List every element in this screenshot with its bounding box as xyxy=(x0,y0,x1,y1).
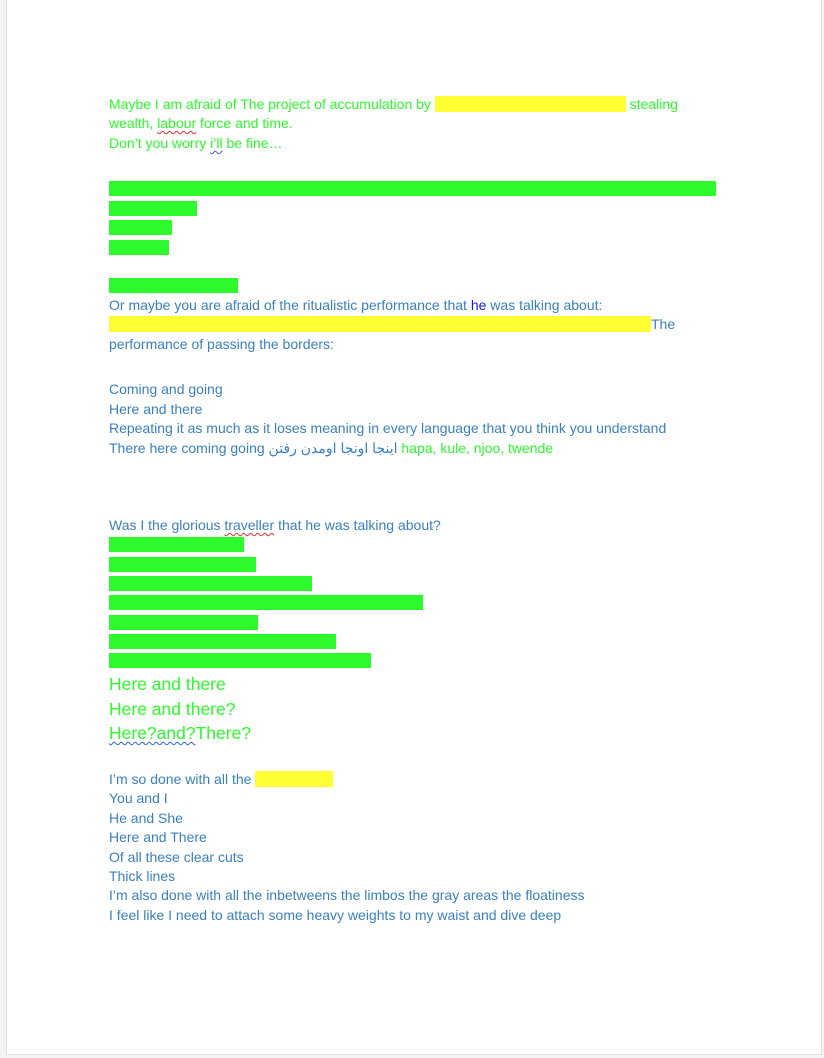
text: that he was talking about? xyxy=(274,517,441,533)
document-page xyxy=(6,0,822,1055)
redacted-bar xyxy=(109,653,371,668)
stanza1-line2 xyxy=(109,114,293,133)
redacted-bar xyxy=(109,576,312,591)
redacted-bar xyxy=(109,201,197,216)
text: The xyxy=(651,316,676,332)
stanza5-line2: You and I xyxy=(109,790,168,806)
text: I’m so done with all the xyxy=(109,771,256,787)
redacted-bar xyxy=(109,220,172,235)
text: Don’t you worry xyxy=(109,135,211,151)
text: was talking about: xyxy=(486,297,603,313)
stanza5-line5: Of all these clear cuts xyxy=(109,849,244,865)
stanza4-line1 xyxy=(109,516,441,535)
text: Or maybe you are afraid of the ritualistic performance that xyxy=(109,297,471,313)
stanza5-line3: He and She xyxy=(109,810,183,826)
redacted-highlight-yellow xyxy=(435,96,626,112)
stanza3-line4 xyxy=(109,439,553,458)
grammar-check-word[interactable]: Here?and? xyxy=(109,723,196,743)
text-persian: اینجا اونجا اومدن رفتن xyxy=(268,440,398,456)
redacted-bar xyxy=(109,181,716,196)
text: be fine… xyxy=(222,135,283,151)
spellcheck-word[interactable]: labour xyxy=(157,115,197,131)
text: Maybe I am afraid of The project of accumulation by xyxy=(109,96,435,112)
redacted-bar xyxy=(109,634,336,649)
redacted-highlight-yellow xyxy=(255,771,333,787)
text: There here coming going xyxy=(109,440,269,456)
stanza4-big1: Here and there xyxy=(109,674,226,694)
redacted-bar xyxy=(109,615,258,630)
text: force and time. xyxy=(196,115,293,131)
stanza5-line1 xyxy=(109,770,333,789)
grammar-check-word[interactable]: i’ll xyxy=(210,135,223,151)
redacted-bar xyxy=(109,557,256,572)
stanza4-big2: Here and there? xyxy=(109,699,236,719)
text: performance of passing the borders: xyxy=(109,336,334,352)
text: Was I the glorious xyxy=(109,517,225,533)
text: stealing xyxy=(625,96,678,112)
stanza3-line2: Here and there xyxy=(109,401,203,417)
stanza4-big3 xyxy=(109,721,251,745)
text: There? xyxy=(195,723,252,743)
redacted-bar xyxy=(109,278,238,293)
stanza5-line4: Here and There xyxy=(109,829,207,845)
redacted-bar xyxy=(109,537,244,552)
text-swahili: hapa, kule, njoo, twende xyxy=(397,440,554,456)
stanza5-line7: I’m also done with all the inbetweens the limbos the gray areas the floatiness xyxy=(109,887,585,903)
stanza2-line2 xyxy=(109,315,675,334)
stanza2-line1 xyxy=(109,296,602,315)
stanza3-line3: Repeating it as much as it loses meaning in every language that you think you understand xyxy=(109,420,667,436)
text-he: he xyxy=(470,297,487,313)
stanza2-line3 xyxy=(109,335,334,354)
redacted-bar xyxy=(109,240,169,255)
stanza5-line8: I feel like I need to attach some heavy weights to my waist and dive deep xyxy=(109,907,562,923)
redacted-bar xyxy=(109,595,423,610)
stanza3-line1: Coming and going xyxy=(109,381,223,397)
stanza5-line6: Thick lines xyxy=(109,868,176,884)
stanza1-line3 xyxy=(109,134,283,153)
redacted-highlight-yellow xyxy=(109,316,651,332)
text: wealth, xyxy=(109,115,158,131)
spellcheck-word[interactable]: traveller xyxy=(224,517,275,533)
stanza1-line1 xyxy=(109,95,678,114)
